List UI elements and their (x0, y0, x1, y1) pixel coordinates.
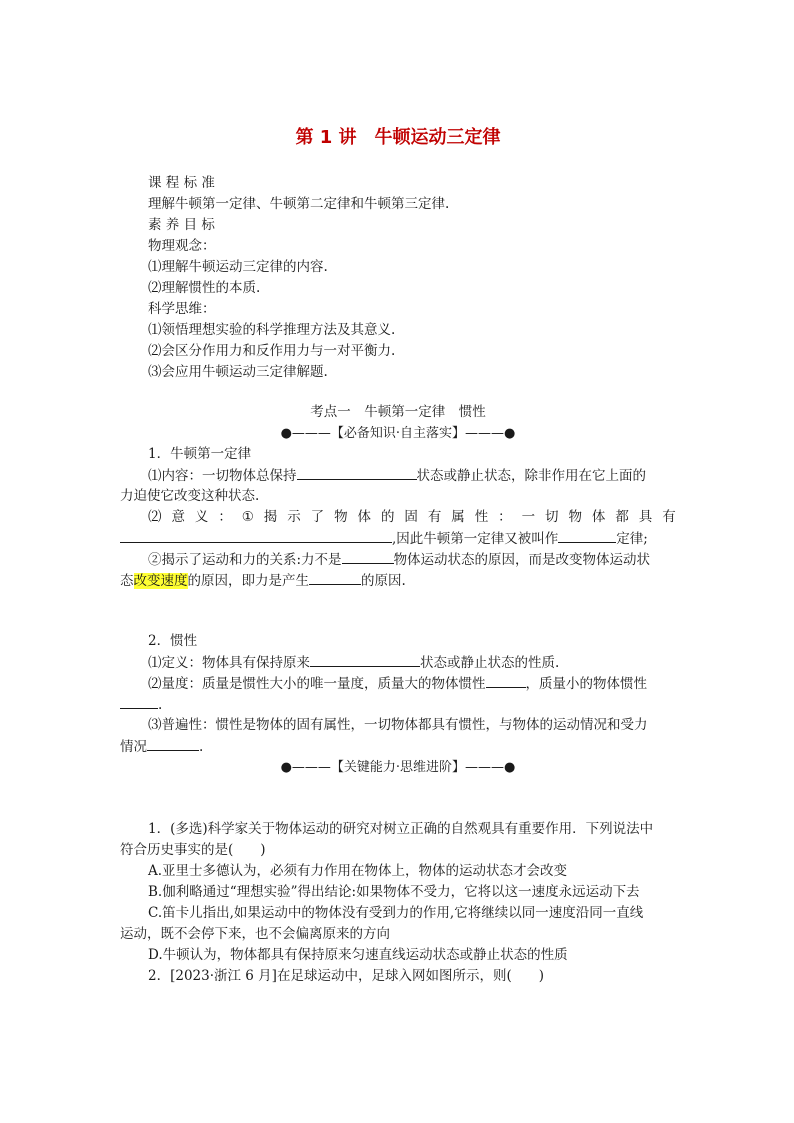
blank-original-state[interactable] (310, 652, 420, 667)
meaning-char: 属 (451, 509, 465, 525)
concept-heading: 物理观念： (148, 238, 216, 254)
law-content-text-b: 状态或静止状态，除非作用在它上面的 (416, 468, 646, 484)
relation-text-c: 态 (120, 573, 134, 589)
definition-text-b: 状态或静止状态的性质. (420, 655, 560, 671)
meaning-char: 物 (568, 509, 582, 525)
blank-law-alias[interactable] (558, 528, 616, 543)
meaning-char: 性 (474, 509, 489, 525)
question-1-stem-continuation: 符合历史事实的是( ) (120, 842, 266, 858)
blank-irrelevant[interactable] (147, 736, 199, 751)
meaning-char: 有 (662, 509, 676, 525)
measure-text-a: ⑵量度：质量是惯性大小的唯一量度，质量大的物体惯性 (148, 676, 486, 692)
measure-text-b: ，质量小的物体惯性 (525, 676, 647, 692)
meaning-char: 体 (357, 509, 372, 525)
meaning-char: 义 (194, 509, 209, 525)
meaning-char: ： (218, 509, 232, 525)
law-heading: 1．牛顿第一定律 (148, 446, 252, 462)
question-2-stem: 2．[2023·浙江 6 月]在足球运动中，足球入网如图所示，则( ) (148, 968, 544, 984)
meaning-char: 体 (591, 509, 606, 525)
meaning-char: ： (498, 509, 512, 525)
question-1-option-b: B.伽利略通过“理想实验”得出结论:如果物体不受力，它将以这一速度永远运动下去 (148, 884, 640, 900)
inertia-heading: 2．惯性 (148, 633, 198, 649)
meaning-text-b: ,因此牛顿第一定律又被叫作 (392, 531, 559, 547)
question-1-option-d: D.牛顿认为，物体都具有保持原来匀速直线运动状态或静止状态的性质 (148, 947, 568, 963)
meaning-char: 具 (638, 509, 653, 525)
law-content-text-a: ⑴内容：一切物体总保持 (148, 468, 297, 484)
question-1-option-a: A.亚里士多德认为，必须有力作用在物体上，物体的运动状态才会改变 (148, 863, 568, 879)
meaning-line (148, 507, 676, 528)
meaning-char: 的 (380, 509, 395, 525)
inertia-universal-line: ⑶普遍性：惯性是物体的固有属性，一切物体都具有惯性，与物体的运动情况和受力 (148, 717, 648, 733)
relation-text-e: 的原因. (361, 573, 406, 589)
meaning-char: 了 (310, 509, 325, 525)
question-1-stem: 1．(多选)科学家关于物体运动的研究对树立正确的自然观具有重要作用．下列说法中 (148, 821, 654, 837)
section-title: 考点一 牛顿第一定律 惯性 (310, 404, 486, 420)
relation-text-a: ②揭示了运动和力的关系:力不是 (148, 552, 342, 568)
blank-acceleration[interactable] (309, 570, 361, 585)
highlighted-text: 改变速度 (133, 573, 188, 589)
standards-text: 理解牛顿第一定律、牛顿第二定律和牛顿第三定律. (148, 196, 450, 212)
meaning-char: 示 (287, 509, 301, 525)
meaning-char: 有 (427, 509, 442, 525)
question-1-option-c: C.笛卡儿指出,如果运动中的物体没有受到力的作用,它将继续以同一速度沿同一直线 (148, 905, 644, 921)
definition-text-a: ⑴定义：物体具有保持原来 (148, 655, 310, 671)
meaning-char: ⑵ (148, 509, 162, 525)
measure-text-c: . (158, 697, 163, 713)
relation-text-b: 物体运动状态的原因，而是改变物体运动状 (393, 552, 651, 568)
meaning-char: 揭 (263, 509, 278, 525)
meaning-char: 都 (615, 509, 629, 525)
meaning-char: 切 (545, 509, 559, 525)
law-content-continuation: 力迫使它改变这种状态. (120, 488, 260, 504)
meaning-char: 一 (521, 509, 536, 525)
question-1-option-c-continuation: 运动，既不会停下来，也不会偏离原来的方向 (120, 926, 390, 942)
blank-inertia-large[interactable] (486, 673, 526, 688)
meaning-char: 意 (171, 509, 185, 525)
relation-line (148, 549, 676, 571)
relation-continuation (120, 570, 676, 592)
thinking-item-2: ⑵会区分作用力和反作用力与一对平衡力. (148, 343, 396, 359)
banner-essential-knowledge: ●———【必备知识·自主落实】———● (280, 426, 516, 441)
thinking-item-3: ⑶会应用牛顿运动三定律解题. (148, 364, 328, 380)
inertia-measure-continuation (120, 694, 676, 716)
page-title: 第 1 讲 牛顿运动三定律 (295, 127, 501, 148)
thinking-heading: 科学思维： (148, 301, 216, 317)
banner-key-ability: ●———【关键能力·思维进阶】———● (280, 760, 516, 775)
blank-inertia-small[interactable] (120, 694, 158, 709)
relation-text-d: 的原因，即力是产生 (187, 573, 309, 589)
meaning-text-c: 定律; (616, 531, 648, 547)
universal-text-b: 情况 (120, 739, 147, 755)
blank-inertia-property[interactable] (120, 528, 392, 543)
inertia-measure-line (148, 673, 676, 695)
standards-heading: 课 程 标 准 (148, 175, 215, 191)
meaning-char: ① (241, 509, 254, 525)
goals-heading: 素 养 目 标 (148, 217, 215, 233)
inertia-universal-continuation (120, 736, 676, 758)
meaning-char: 物 (334, 509, 348, 525)
meaning-char: 固 (404, 509, 418, 525)
thinking-item-1: ⑴领悟理想实验的科学推理方法及其意义. (148, 322, 396, 338)
universal-text-c: . (199, 739, 204, 755)
inertia-definition-line (148, 652, 676, 674)
meaning-continuation (120, 528, 676, 550)
concept-item-2: ⑵理解惯性的本质. (148, 280, 261, 296)
concept-item-1: ⑴理解牛顿运动三定律的内容. (148, 259, 328, 275)
blank-maintain-motion[interactable] (342, 549, 394, 564)
blank-motion-state[interactable] (297, 465, 417, 480)
law-content-line (148, 465, 676, 487)
